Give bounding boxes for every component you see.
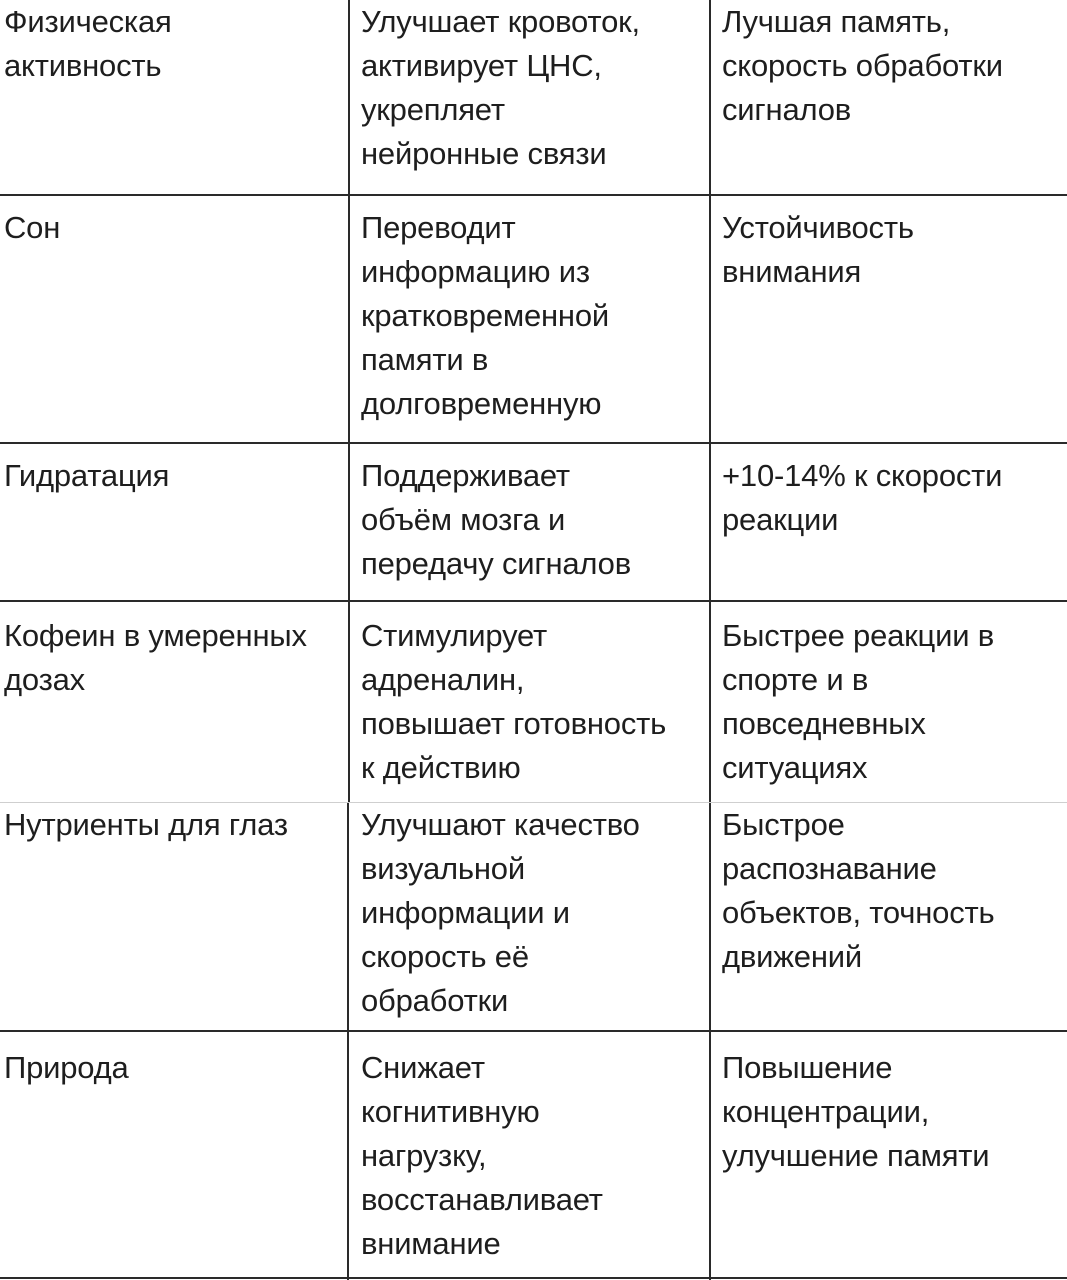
cell-line: укрепляет bbox=[361, 92, 505, 127]
cell-line: дозах bbox=[4, 662, 85, 697]
table-row bbox=[0, 803, 1067, 1030]
cell-line: повышает готовность bbox=[361, 706, 667, 741]
factor-cell bbox=[0, 1032, 349, 1278]
cell-line: скорость обработки bbox=[722, 48, 1003, 83]
effect-cell bbox=[710, 0, 1067, 194]
factor-cell bbox=[0, 803, 349, 1030]
cell-line: адреналин, bbox=[361, 662, 525, 697]
cell-line: Улучшают качество bbox=[361, 807, 640, 842]
effect-cell bbox=[710, 196, 1067, 442]
table-row bbox=[0, 1032, 1067, 1278]
effect-cell bbox=[710, 602, 1067, 802]
cell-line: сигналов bbox=[722, 92, 852, 127]
cell-line: движений bbox=[722, 939, 863, 974]
table-bottom-border bbox=[0, 1277, 1067, 1279]
cell-line: скорость её bbox=[361, 939, 529, 974]
mechanism-cell bbox=[349, 803, 710, 1030]
column-divider bbox=[348, 0, 350, 802]
factor-cell bbox=[0, 602, 349, 802]
cell-line: восстанавливает bbox=[361, 1182, 603, 1217]
factor-cell bbox=[0, 196, 349, 442]
cell-line: объём мозга и bbox=[361, 502, 566, 537]
factor-cell bbox=[0, 444, 349, 600]
cell-line: Быстрое bbox=[722, 807, 845, 842]
cell-line: внимание bbox=[361, 1226, 501, 1261]
cell-line: Нутриенты для глаз bbox=[4, 807, 288, 842]
cell-line: внимания bbox=[722, 254, 862, 289]
mechanism-cell bbox=[349, 444, 710, 600]
factor-cell bbox=[0, 0, 349, 194]
effect-cell bbox=[710, 1032, 1067, 1278]
cell-line: Повышение bbox=[722, 1050, 893, 1085]
cell-line: Гидратация bbox=[4, 458, 170, 493]
cell-line: Снижает bbox=[361, 1050, 485, 1085]
cell-line: ситуациях bbox=[722, 750, 868, 785]
cell-line: долговременную bbox=[361, 386, 602, 421]
table-row bbox=[0, 444, 1067, 600]
cell-line: передачу сигналов bbox=[361, 546, 631, 581]
table-row bbox=[0, 602, 1067, 802]
cell-line: распознавание bbox=[722, 851, 937, 886]
cell-line: Быстрее реакции в bbox=[722, 618, 995, 653]
cell-line: Поддерживает bbox=[361, 458, 570, 493]
row-divider bbox=[0, 1030, 1067, 1032]
cell-line: Лучшая память, bbox=[722, 4, 951, 39]
mechanism-cell bbox=[349, 1032, 710, 1278]
mechanism-cell bbox=[349, 602, 710, 802]
mechanism-cell bbox=[349, 0, 710, 194]
cell-line: объектов, точность bbox=[722, 895, 995, 930]
cell-line: +10-14% к скорости bbox=[722, 458, 1003, 493]
table-row bbox=[0, 196, 1067, 442]
cell-line: активирует ЦНС, bbox=[361, 48, 602, 83]
cell-line: информацию из bbox=[361, 254, 590, 289]
cell-line: Природа bbox=[4, 1050, 129, 1085]
cell-line: улучшение памяти bbox=[722, 1138, 990, 1173]
table-row bbox=[0, 0, 1067, 194]
column-divider bbox=[347, 803, 349, 1280]
cell-line: реакции bbox=[722, 502, 839, 537]
cell-line: спорте и в bbox=[722, 662, 869, 697]
cell-line: Физическая bbox=[4, 4, 172, 39]
cell-line: визуальной bbox=[361, 851, 525, 886]
effect-cell bbox=[710, 803, 1067, 1030]
cell-line: Устойчивость bbox=[722, 210, 914, 245]
effect-cell bbox=[710, 444, 1067, 600]
column-divider bbox=[709, 803, 711, 1280]
cell-line: когнитивную bbox=[361, 1094, 540, 1129]
cell-line: Переводит bbox=[361, 210, 516, 245]
row-divider bbox=[0, 600, 1067, 602]
cell-line: обработки bbox=[361, 983, 509, 1018]
cell-line: информации и bbox=[361, 895, 570, 930]
cell-line: Кофеин в умеренных bbox=[4, 618, 307, 653]
mechanism-cell bbox=[349, 196, 710, 442]
cell-line: кратковременной bbox=[361, 298, 610, 333]
cell-line: нагрузку, bbox=[361, 1138, 487, 1173]
cell-line: памяти в bbox=[361, 342, 489, 377]
column-divider bbox=[709, 0, 711, 802]
cell-line: Стимулирует bbox=[361, 618, 548, 653]
cell-line: к действию bbox=[361, 750, 521, 785]
cell-line: Улучшает кровоток, bbox=[361, 4, 640, 39]
row-divider bbox=[0, 802, 1067, 803]
cell-line: повседневных bbox=[722, 706, 926, 741]
row-divider bbox=[0, 194, 1067, 196]
row-divider bbox=[0, 442, 1067, 444]
cell-line: Сон bbox=[4, 210, 61, 245]
cell-line: концентрации, bbox=[722, 1094, 930, 1129]
cell-line: активность bbox=[4, 48, 162, 83]
cell-line: нейронные связи bbox=[361, 136, 607, 171]
